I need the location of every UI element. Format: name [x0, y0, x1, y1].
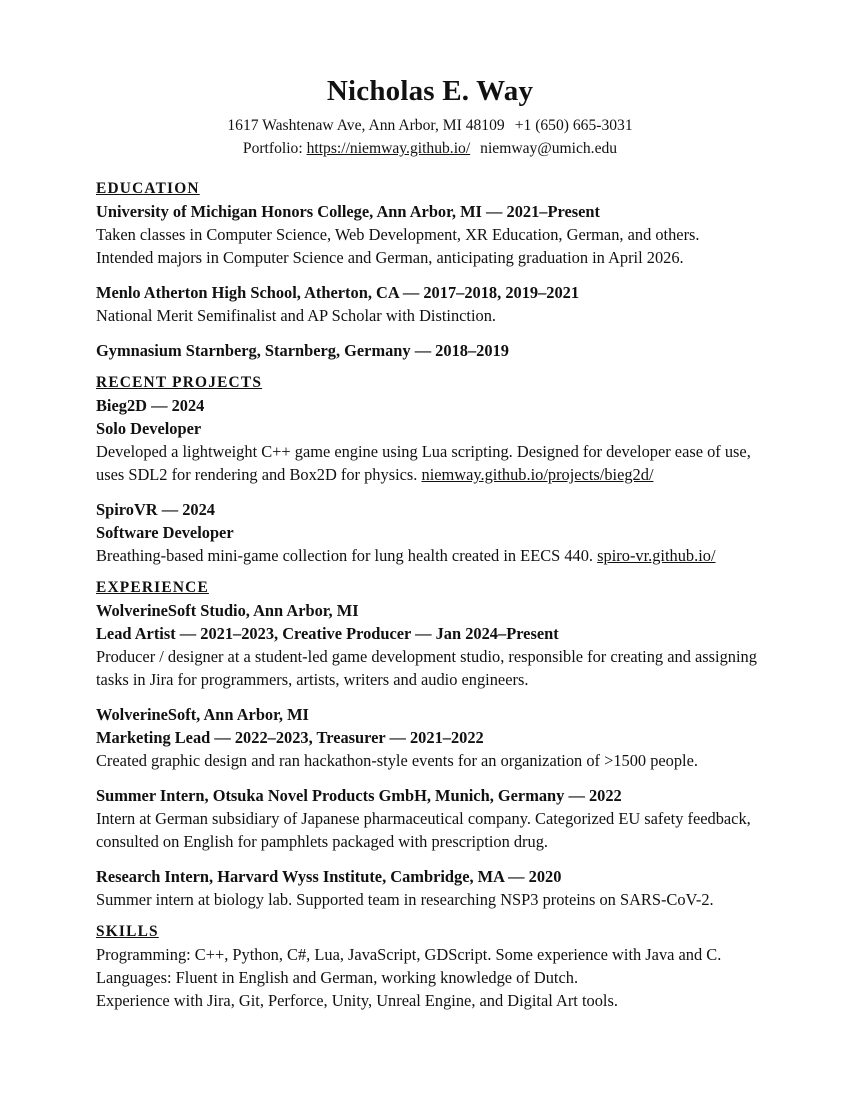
skills-line: Programming: C++, Python, C#, Lua, JavaScript, GDScript. Some experience with Java and C.: [96, 945, 722, 964]
experience-heading: WolverineSoft, Ann Arbor, MI: [96, 705, 309, 724]
address: 1617 Washtenaw Ave, Ann Arbor, MI 48109: [227, 117, 505, 134]
project-role: Software Developer: [96, 523, 234, 542]
project-description: [96, 440, 764, 486]
section-title-skills: SKILLS: [96, 923, 159, 940]
education-entry-line: Intended majors in Computer Science and German, anticipating graduation in April 2026.: [96, 248, 684, 267]
resume-header: [96, 73, 764, 160]
section-title-projects: RECENT PROJECTS: [96, 374, 263, 391]
project-entry: [96, 394, 764, 486]
experience-heading: Summer Intern, Otsuka Novel Products GmbH, Munich, Germany — 2022: [96, 786, 622, 805]
project-heading: SpiroVR — 2024: [96, 500, 215, 519]
education-entry: [96, 281, 764, 327]
education-entry-line: Taken classes in Computer Science, Web Development, XR Education, German, and others.: [96, 225, 700, 244]
education-entry: [96, 339, 764, 362]
experience-description: Intern at German subsidiary of Japanese pharmaceutical company. Categorized EU safety feedback, consulted on English for pamphlets packaged with prescription drug.: [96, 809, 751, 851]
project-link[interactable]: spiro-vr.github.io/: [597, 546, 716, 565]
experience-description: Producer / designer at a student-led game development studio, responsible for creating and assigning tasks in Jira for programmers, artists, writers and audio engineers.: [96, 647, 757, 689]
experience-entry: [96, 703, 764, 772]
experience-entry: [96, 599, 764, 691]
education-entry-heading: Menlo Atherton High School, Atherton, CA — 2017–2018, 2019–2021: [96, 283, 580, 302]
education-entry-heading: Gymnasium Starnberg, Starnberg, Germany — 2018–2019: [96, 341, 509, 360]
experience-description: Created graphic design and ran hackathon-style events for an organization of >1500 people.: [96, 751, 698, 770]
projects-section: [96, 372, 764, 567]
experience-description: Summer intern at biology lab. Supported team in researching NSP3 proteins on SARS-CoV-2.: [96, 890, 714, 909]
skills-section: [96, 921, 764, 1012]
section-title-experience: EXPERIENCE: [96, 579, 209, 596]
experience-entry: [96, 865, 764, 911]
contact-line-1: [96, 114, 764, 137]
experience-entry: [96, 784, 764, 853]
skills-line: Languages: Fluent in English and German, working knowledge of Dutch.: [96, 968, 579, 987]
education-entry: [96, 200, 764, 269]
skills-line: Experience with Jira, Git, Perforce, Unity, Unreal Engine, and Digital Art tools.: [96, 991, 618, 1010]
experience-heading: Research Intern, Harvard Wyss Institute, Cambridge, MA — 2020: [96, 867, 562, 886]
education-entry-line: National Merit Semifinalist and AP Scholar with Distinction.: [96, 306, 497, 325]
project-description-text: Breathing-based mini-game collection for lung health created in EECS 440.: [96, 546, 594, 565]
experience-subheading: Lead Artist — 2021–2023, Creative Producer — Jan 2024–Present: [96, 624, 559, 643]
experience-section: [96, 577, 764, 911]
portfolio-label: Portfolio:: [242, 140, 303, 157]
candidate-name: Nicholas E. Way: [326, 75, 534, 107]
project-link[interactable]: niemway.github.io/projects/bieg2d/: [421, 465, 654, 484]
project-description: [96, 544, 764, 567]
skills-entry: [96, 943, 764, 1012]
project-heading: Bieg2D — 2024: [96, 396, 205, 415]
education-entry-heading: University of Michigan Honors College, Ann Arbor, MI — 2021–Present: [96, 202, 600, 221]
phone: +1 (650) 665-3031: [514, 117, 633, 134]
portfolio-link[interactable]: https://niemway.github.io/: [306, 140, 471, 157]
education-section: [96, 178, 764, 362]
project-description-text: Developed a lightweight C++ game engine using Lua scripting. Designed for developer ease of use, uses SDL2 for rendering and Box2D for physics.: [96, 442, 751, 484]
email: niemway@umich.edu: [480, 140, 618, 157]
experience-heading: WolverineSoft Studio, Ann Arbor, MI: [96, 601, 359, 620]
experience-subheading: Marketing Lead — 2022–2023, Treasurer — 2021–2022: [96, 728, 484, 747]
section-title-education: EDUCATION: [96, 180, 200, 197]
project-entry: [96, 498, 764, 567]
project-role: Solo Developer: [96, 419, 202, 438]
contact-line-2: [96, 137, 764, 160]
